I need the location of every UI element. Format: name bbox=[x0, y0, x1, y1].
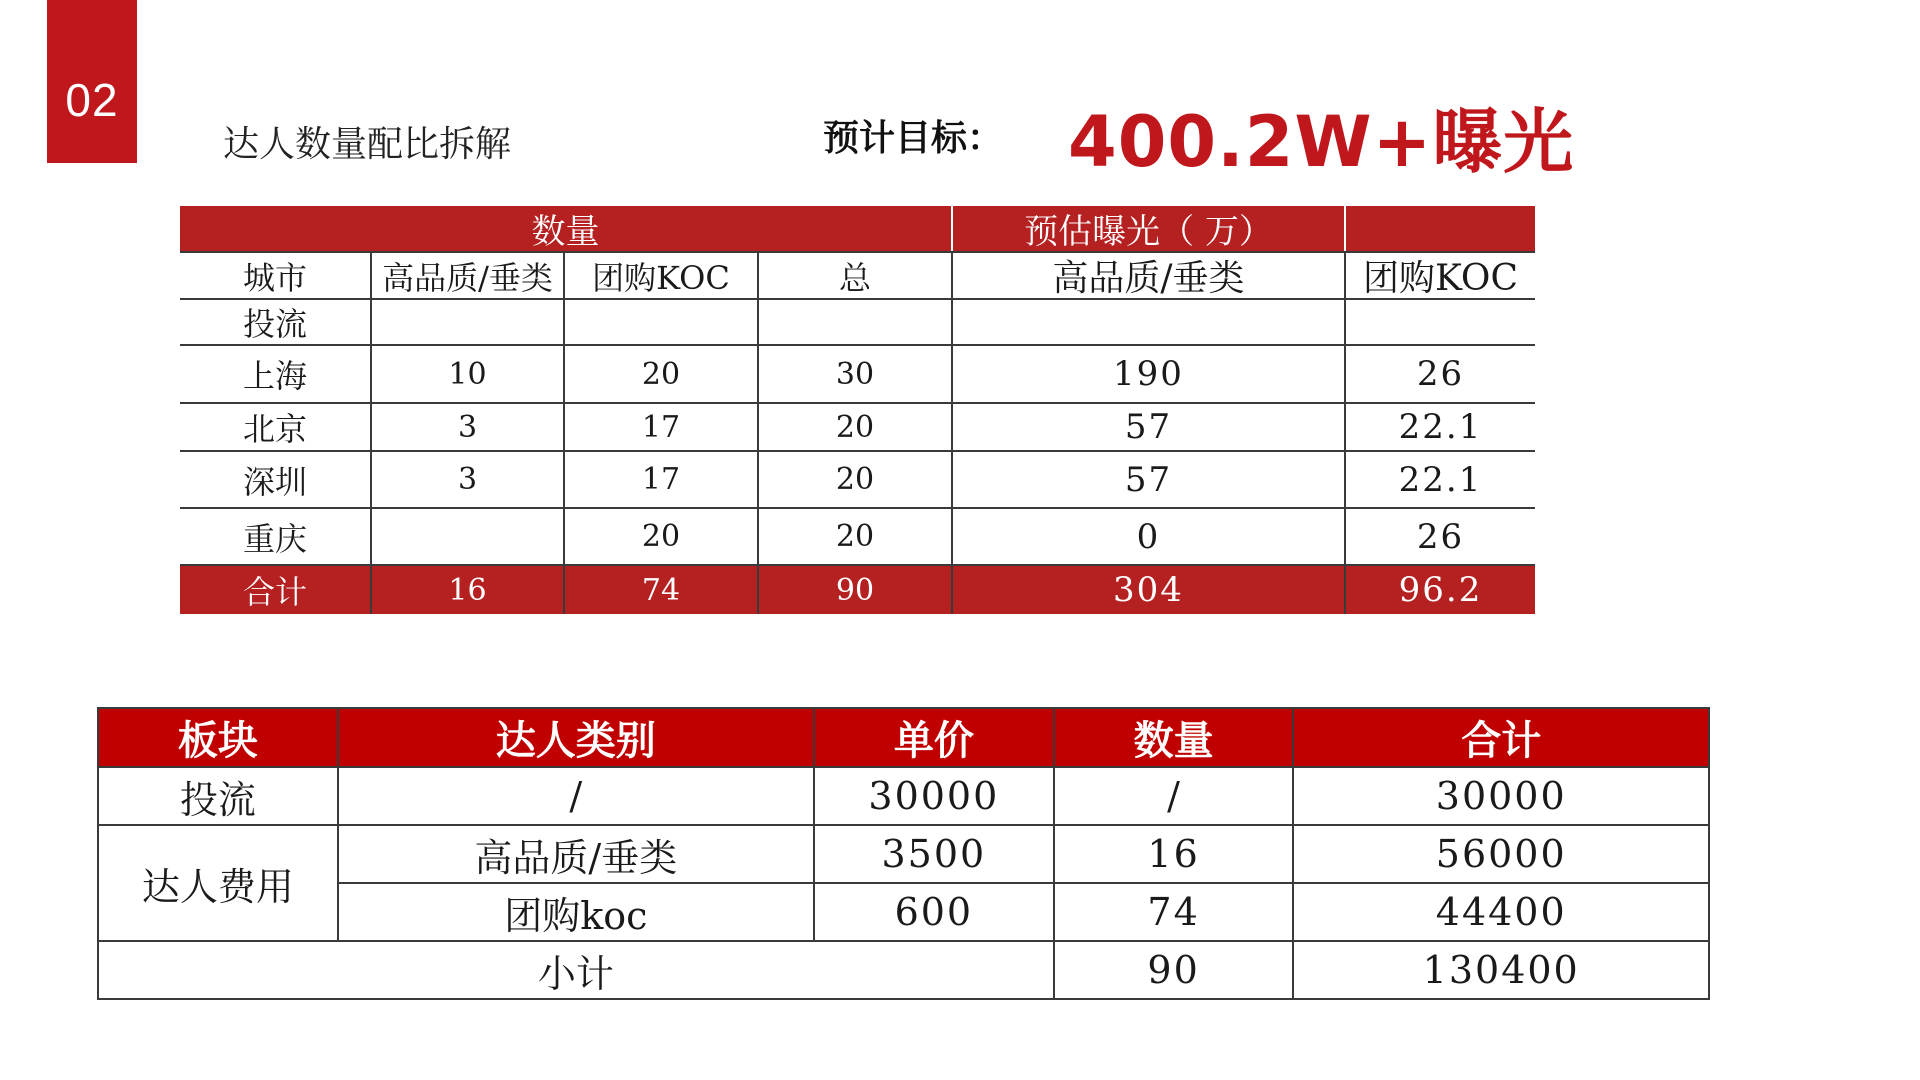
table-cell-block: 投流 bbox=[98, 767, 338, 825]
col-exp-high-quality: 高品质/垂类 bbox=[951, 253, 1344, 298]
table-row bbox=[180, 452, 1535, 509]
table-cell: 26 bbox=[1344, 346, 1535, 402]
table-cell: 600 bbox=[814, 883, 1054, 941]
section-number-badge bbox=[47, 0, 137, 163]
table-cell: 26 bbox=[1344, 509, 1535, 564]
subtotal-qty: 90 bbox=[1054, 941, 1294, 999]
table-cell: 3500 bbox=[814, 825, 1054, 883]
col-group-koc: 团购KOC bbox=[563, 253, 757, 298]
table-cell: 57 bbox=[951, 404, 1344, 450]
subtotal-label: 小计 bbox=[98, 941, 1054, 999]
col-quantity: 数量 bbox=[1054, 708, 1294, 767]
table-cell: 30 bbox=[757, 346, 951, 402]
table-cell bbox=[1344, 300, 1535, 344]
table-total-row bbox=[180, 566, 1535, 614]
table-cell: 3 bbox=[370, 452, 563, 507]
col-high-quality: 高品质/垂类 bbox=[370, 253, 563, 298]
table-row bbox=[98, 825, 1709, 883]
target-label: 预计目标： bbox=[823, 118, 1004, 159]
table-cell: 20 bbox=[563, 346, 757, 402]
col-sum: 合计 bbox=[1293, 708, 1709, 767]
talent-quantity-table bbox=[180, 206, 1535, 614]
table-cell: 3 bbox=[370, 404, 563, 450]
table-cell-city: 上海 bbox=[242, 357, 307, 395]
table-row bbox=[180, 346, 1535, 404]
table-row bbox=[180, 300, 1535, 346]
table-cell: 16 bbox=[1054, 825, 1294, 883]
table-cell bbox=[757, 300, 951, 344]
budget-table bbox=[97, 707, 1710, 1000]
row-toufeng-label: 投流 bbox=[242, 305, 307, 343]
subtotal-sum: 130400 bbox=[1293, 941, 1709, 999]
table-cell bbox=[951, 300, 1344, 344]
table-cell: 57 bbox=[951, 452, 1344, 507]
table-cell: 10 bbox=[370, 346, 563, 402]
table-cell: 20 bbox=[757, 509, 951, 564]
group-quantity-header: 数量 bbox=[531, 212, 600, 252]
col-unit-price: 单价 bbox=[814, 708, 1054, 767]
table-cell: 190 bbox=[951, 346, 1344, 402]
table-cell bbox=[563, 300, 757, 344]
total-cell: 96.2 bbox=[1344, 566, 1535, 614]
table-cell-city: 深圳 bbox=[242, 462, 307, 501]
total-cell: 304 bbox=[951, 566, 1344, 614]
table-cell: 22.1 bbox=[1344, 404, 1535, 450]
table-cell: 17 bbox=[563, 404, 757, 450]
total-cell: 90 bbox=[757, 566, 951, 614]
table-subtotal-row bbox=[98, 941, 1709, 999]
table1-sub-header bbox=[180, 253, 1535, 300]
table-cell: 高品质/垂类 bbox=[338, 825, 814, 883]
target-value: 400.2W+曝光 bbox=[1068, 101, 1575, 183]
table-cell: 30000 bbox=[1293, 767, 1709, 825]
group-exposure-header: 预估曝光（ 万） bbox=[951, 206, 1344, 251]
group-extra-header bbox=[1344, 206, 1535, 251]
table-cell: 44400 bbox=[1293, 883, 1709, 941]
table-cell: 74 bbox=[1054, 883, 1294, 941]
table-cell: 20 bbox=[757, 404, 951, 450]
total-cell: 16 bbox=[370, 566, 563, 614]
table1-group-header bbox=[180, 206, 1535, 253]
table-cell: / bbox=[338, 767, 814, 825]
table-cell: 20 bbox=[563, 509, 757, 564]
table-cell-block: 达人费用 bbox=[98, 825, 338, 941]
table-row bbox=[180, 404, 1535, 452]
table-cell: / bbox=[1054, 767, 1294, 825]
col-total: 总 bbox=[757, 253, 951, 298]
table-cell: 0 bbox=[951, 509, 1344, 564]
section-number: 02 bbox=[65, 74, 119, 126]
table-cell bbox=[370, 300, 563, 344]
col-talent-category: 达人类别 bbox=[338, 708, 814, 767]
table-row bbox=[98, 883, 1709, 941]
table-cell: 17 bbox=[563, 452, 757, 507]
table-row bbox=[98, 767, 1709, 825]
col-city: 城市 bbox=[242, 258, 307, 297]
total-cell: 74 bbox=[563, 566, 757, 614]
table-cell: 30000 bbox=[814, 767, 1054, 825]
table-cell: 56000 bbox=[1293, 825, 1709, 883]
table-row bbox=[180, 509, 1535, 566]
col-block: 板块 bbox=[98, 708, 338, 767]
table2-header-row bbox=[98, 708, 1709, 767]
table-cell-city: 重庆 bbox=[242, 519, 307, 558]
table-cell bbox=[370, 509, 563, 564]
col-exp-group-koc: 团购KOC bbox=[1344, 253, 1535, 298]
table-cell-city: 北京 bbox=[242, 410, 307, 448]
total-label: 合计 bbox=[242, 573, 307, 611]
table-cell: 20 bbox=[757, 452, 951, 507]
slide-subtitle: 达人数量配比拆解 bbox=[223, 124, 512, 165]
table-cell: 团购koc bbox=[338, 883, 814, 941]
table-cell: 22.1 bbox=[1344, 452, 1535, 507]
